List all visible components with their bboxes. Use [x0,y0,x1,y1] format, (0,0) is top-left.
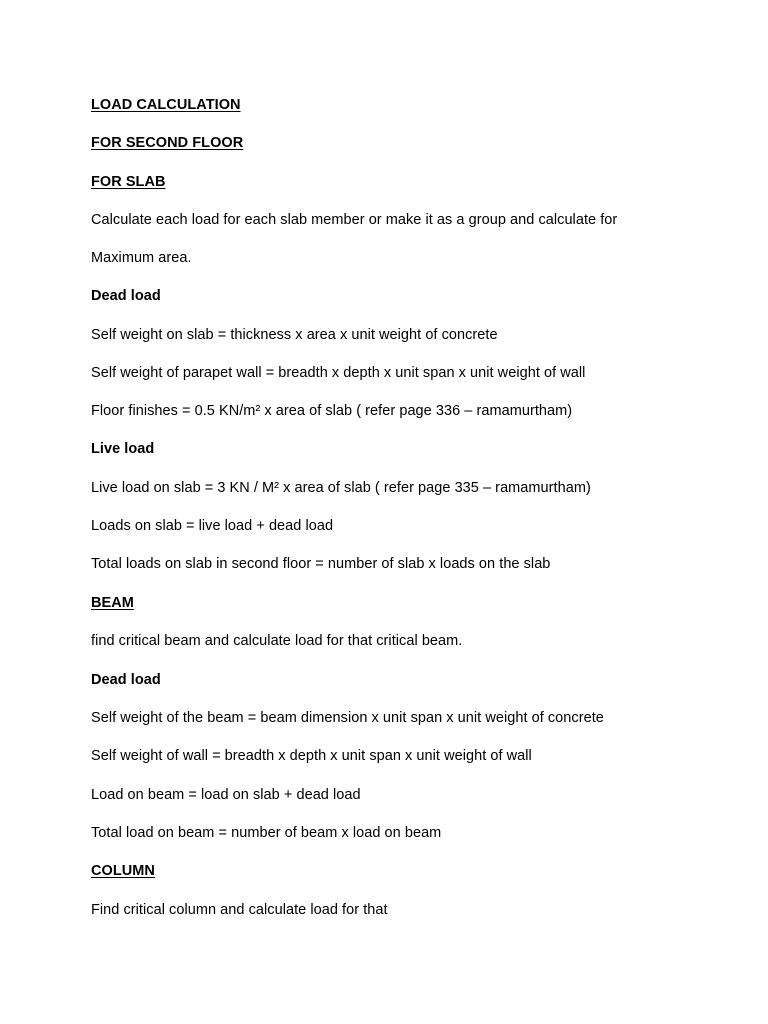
live-load-formula: Live load on slab = 3 KN / M² x area of slab ( refer page 335 – ramamurtham) [91,480,591,496]
slab-self-weight-formula: Self weight on slab = thickness x area x unit weight of concrete [91,327,498,343]
slab-dead-load-label: Dead load [91,288,161,304]
beam-self-weight-formula: Self weight of the beam = beam dimension x unit span x unit weight of concrete [91,710,604,726]
beam-heading: BEAM [91,595,134,611]
beam-intro: find critical beam and calculate load for that critical beam. [91,633,463,649]
load-on-beam-formula: Load on beam = load on slab + dead load [91,787,361,803]
slab-intro-line-1: Calculate each load for each slab member or make it as a group and calculate for [91,212,618,228]
floor-finishes-formula: Floor finishes = 0.5 KN/m² x area of slab ( refer page 336 – ramamurtham) [91,403,573,419]
total-load-on-beam-formula: Total load on beam = number of beam x load on beam [91,825,442,841]
slab-heading: FOR SLAB [91,174,166,190]
column-intro: Find critical column and calculate load for that [91,902,388,918]
live-load-label: Live load [91,441,155,457]
parapet-self-weight-formula: Self weight of parapet wall = breadth x depth x unit span x unit weight of wall [91,365,586,381]
wall-self-weight-formula: Self weight of wall = breadth x depth x unit span x unit weight of wall [91,748,532,764]
column-heading: COLUMN [91,863,155,879]
document-title: LOAD CALCULATION [91,97,241,113]
beam-dead-load-label: Dead load [91,672,161,688]
floor-heading: FOR SECOND FLOOR [91,135,244,151]
total-loads-on-slab-formula: Total loads on slab in second floor = number of slab x loads on the slab [91,556,551,572]
slab-intro-line-2: Maximum area. [91,250,192,266]
loads-on-slab-formula: Loads on slab = live load + dead load [91,518,334,534]
